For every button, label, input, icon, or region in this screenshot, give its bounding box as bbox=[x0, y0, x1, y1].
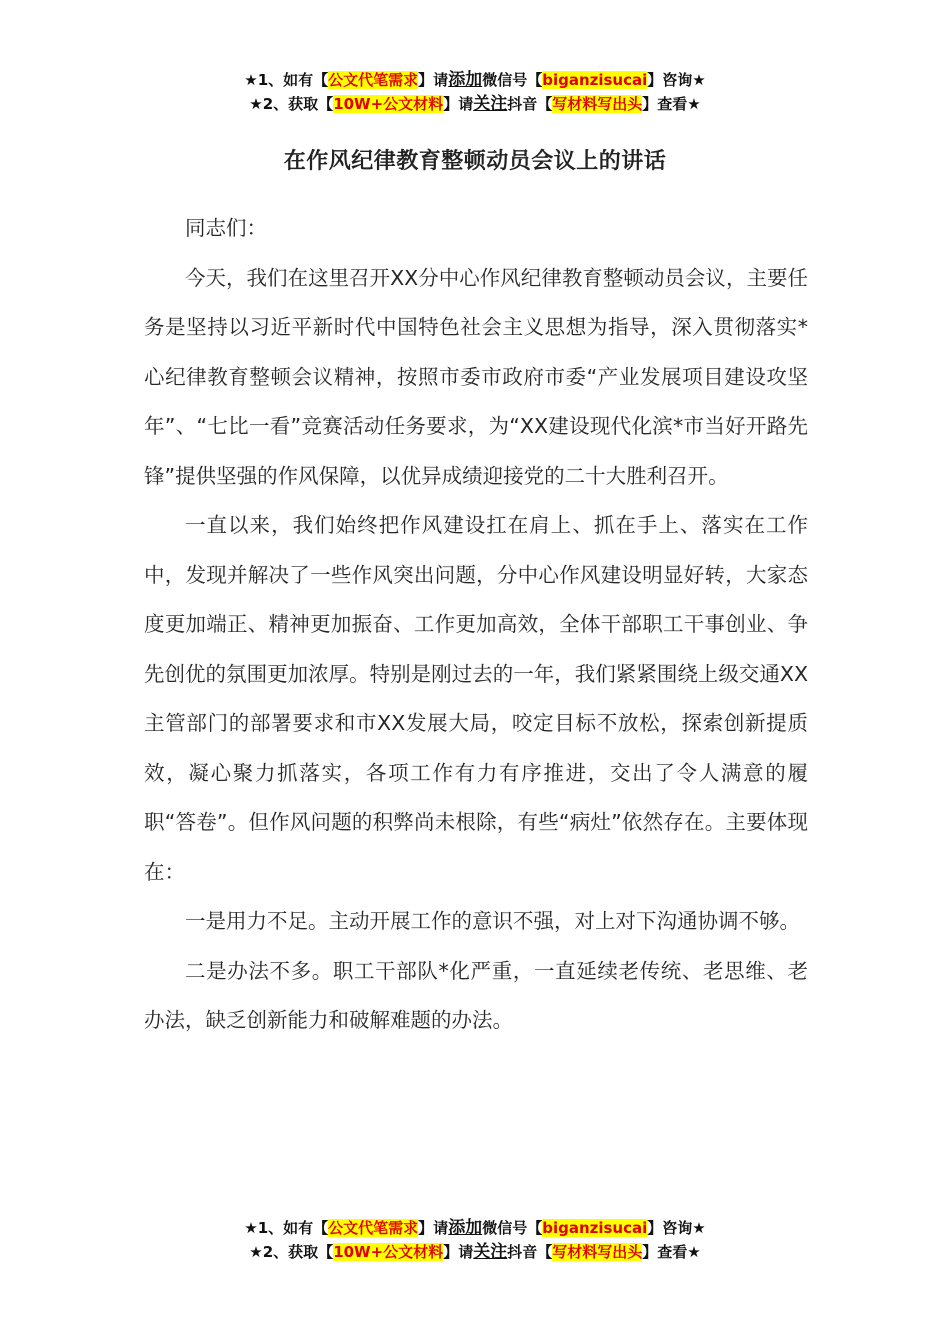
banner-text: 】咨询★ bbox=[647, 1219, 706, 1237]
banner-text: ★2、获取【 bbox=[249, 1243, 334, 1261]
banner-text: 微信号【 bbox=[482, 1219, 543, 1237]
document-body bbox=[144, 204, 808, 1046]
banner-highlight: 写材料写出头 bbox=[552, 95, 643, 113]
banner-text: 】请 bbox=[443, 1243, 474, 1261]
banner-line-1 bbox=[0, 68, 950, 92]
banner-text: 微信号【 bbox=[482, 71, 543, 89]
banner-text: 】请 bbox=[418, 71, 449, 89]
paragraph: 一是用力不足。主动开展工作的意识不强，对上对下沟通协调不够。 bbox=[185, 909, 800, 933]
banner-text: 】查看★ bbox=[642, 95, 701, 113]
footer-banner bbox=[0, 1216, 950, 1264]
banner-text: 】请 bbox=[418, 1219, 449, 1237]
banner-highlight: 10W+公文材料 bbox=[333, 1243, 444, 1261]
banner-text: 抖音【 bbox=[507, 1243, 553, 1261]
banner-highlight: 10W+公文材料 bbox=[333, 95, 444, 113]
paragraph: 二是办法不多。职工干部队*化严重，一直延续老传统、老思维、老办法，缺乏创新能力和破解难题的办法。 bbox=[144, 958, 808, 1032]
banner-text: 】咨询★ bbox=[647, 71, 706, 89]
banner-highlight: 公文代笔需求 bbox=[328, 71, 419, 89]
banner-emphasis: 关注 bbox=[473, 1242, 508, 1262]
banner-line-2 bbox=[0, 92, 950, 116]
banner-emphasis: 添加 bbox=[448, 70, 483, 90]
banner-highlight: 公文代笔需求 bbox=[328, 1219, 419, 1237]
banner-highlight: biganzisucai bbox=[542, 71, 648, 89]
banner-line-2 bbox=[0, 1240, 950, 1264]
banner-emphasis: 关注 bbox=[473, 94, 508, 114]
header-banner bbox=[0, 68, 950, 116]
banner-line-1 bbox=[0, 1216, 950, 1240]
salutation: 同志们： bbox=[185, 216, 267, 240]
banner-emphasis: 添加 bbox=[448, 1218, 483, 1238]
banner-highlight: biganzisucai bbox=[542, 1219, 648, 1237]
banner-text: ★1、如有【 bbox=[244, 1219, 329, 1237]
banner-text: ★1、如有【 bbox=[244, 71, 329, 89]
banner-text: 】请 bbox=[443, 95, 474, 113]
paragraph: 今天，我们在这里召开XX分中心作风纪律教育整顿动员会议，主要任务是坚持以习近平新时代中国特色社会主义思想为指导，深入贯彻落实*心纪律教育整顿会议精神，按照市委市政府市委“产业发展项目建设攻坚年”、“七比一看”竞赛活动任务要求，为“XX建设现代化滨*市当好开路先锋”提供坚强的作风保障，以优异成绩迎接党的二十大胜利召开。 bbox=[144, 265, 808, 488]
banner-text: 抖音【 bbox=[507, 95, 553, 113]
document-title: 在作风纪律教育整顿动员会议上的讲话 bbox=[283, 149, 667, 174]
banner-text: ★2、获取【 bbox=[249, 95, 334, 113]
banner-highlight: 写材料写出头 bbox=[552, 1243, 643, 1261]
banner-text: 】查看★ bbox=[642, 1243, 701, 1261]
paragraph: 一直以来，我们始终把作风建设扛在肩上、抓在手上、落实在工作中，发现并解决了一些作风突出问题，分中心作风建设明显好转，大家态度更加端正、精神更加振奋、工作更加高效，全体干部职工干事创业、争先创优的氛围更加浓厚。特别是刚过去的一年，我们紧紧围绕上级交通XX主管部门的部署要求和市XX发展大局，咬定目标不放松，探索创新提质效，凝心聚力抓落实，各项工作有力有序推进，交出了令人满意的履职“答卷”。但作风问题的积弊尚未根除，有些“病灶”依然存在。主要体现在： bbox=[144, 513, 808, 884]
